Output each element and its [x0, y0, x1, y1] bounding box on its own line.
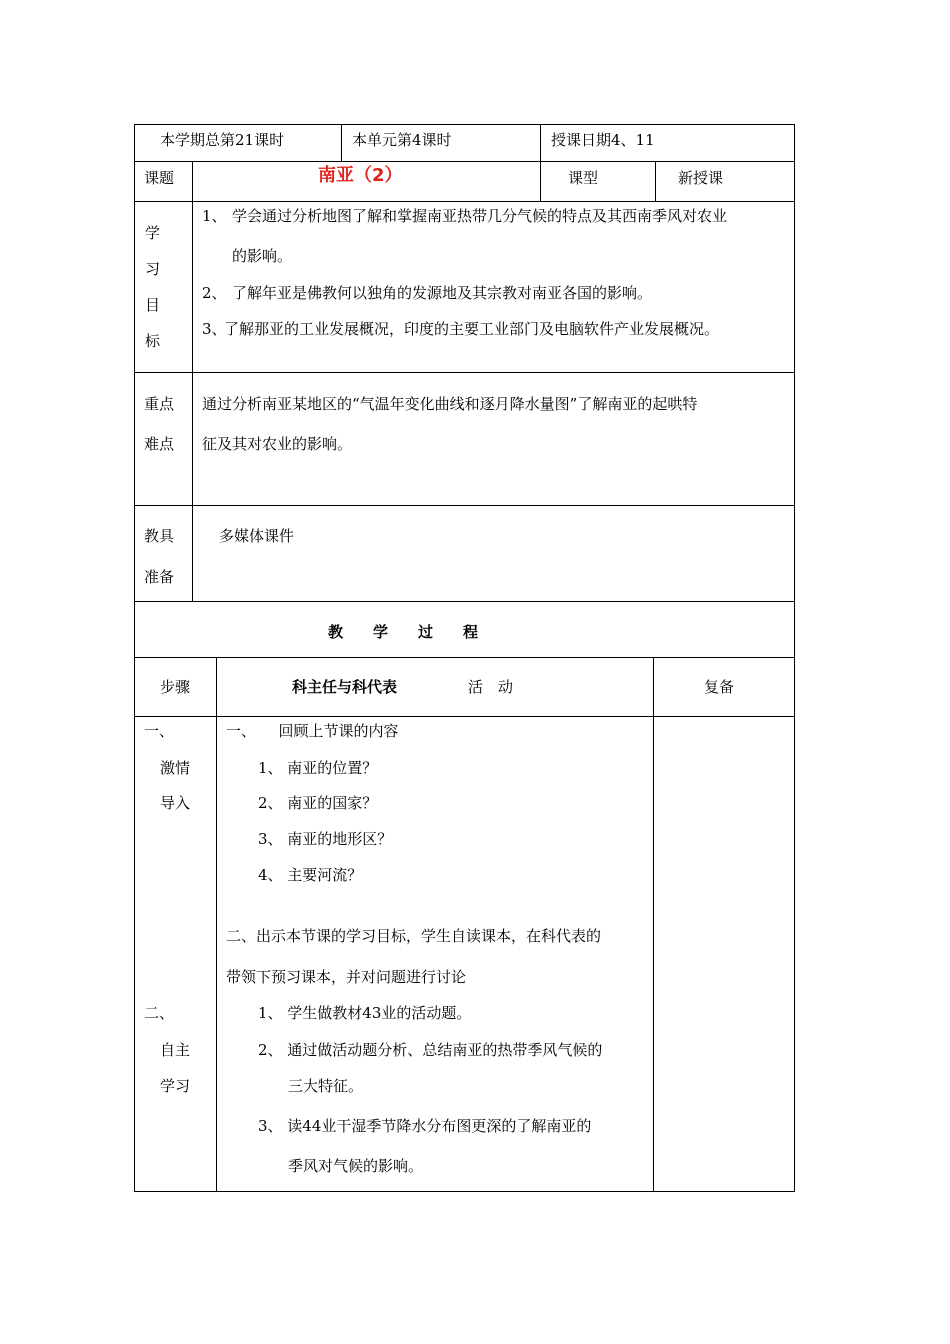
part2-task-continued: 三大特征。 [288, 1077, 364, 1095]
review-question: 1、 南亚的位置？ [258, 759, 378, 777]
row-divider-keypoints [134, 505, 795, 506]
part2-intro: 二、出示本节课的学习目标，学生自读课本，在科代表的 [226, 927, 602, 945]
step2-number: 二、 [144, 1004, 175, 1022]
review-column-divider [653, 657, 654, 1192]
row-divider-columns [134, 716, 795, 717]
key-points-text: 通过分析南亚某地区的“气温年变化曲线和逐月降水量图”了解南亚的起哄特 [202, 395, 698, 413]
objective-number: 1、 [202, 207, 227, 225]
part1-heading: 一、 回顾上节课的内容 [226, 722, 399, 740]
label-column-divider [192, 161, 193, 602]
header-divider-2 [540, 124, 541, 201]
step1-number: 一、 [144, 722, 175, 740]
tools-label: 教具 [144, 527, 175, 545]
objective-number: 3、 [202, 320, 227, 338]
unit-lesson-count: 本单元第4课时 [352, 131, 452, 149]
header-divider-1 [341, 124, 342, 161]
step-column-divider [216, 657, 217, 1192]
objective-text: 了解那亚的工业发展概况，印度的主要工业部门及电脑软件产业发展概况。 [224, 320, 720, 338]
objectives-label-char: 标 [145, 332, 161, 350]
lesson-title: 南亚（2） [318, 165, 403, 186]
key-points-text-continued: 征及其对农业的影响。 [202, 435, 353, 453]
table-border-left [134, 124, 135, 1192]
objective-text: 了解年亚是佛教何以独角的发源地及其宗教对南亚各国的影响。 [232, 284, 653, 302]
objectives-label-char: 学 [145, 224, 161, 242]
col-step-header: 步骤 [160, 678, 191, 696]
table-border-bottom [134, 1191, 795, 1192]
key-points-label: 重点 [144, 395, 175, 413]
tools-value: 多媒体课件 [219, 527, 295, 545]
difficulty-label: 难点 [144, 435, 175, 453]
total-lesson-count: 本学期总第21课时 [160, 131, 285, 149]
objectives-label-char: 目 [145, 296, 161, 314]
lesson-type-value: 新授课 [678, 169, 724, 187]
review-question: 2、 南亚的国家？ [258, 794, 378, 812]
tools-label-continued: 准备 [144, 568, 175, 586]
process-heading: 教 学 过 程 [328, 623, 479, 641]
row-divider-topic [134, 201, 795, 202]
row-divider-header [134, 161, 795, 162]
table-border-right [794, 124, 795, 1192]
topic-label: 课题 [144, 169, 175, 187]
part2-task: 3、 读44业干湿季节降水分布图更深的了解南亚的 [258, 1117, 592, 1135]
review-question: 3、 南亚的地形区？ [258, 830, 393, 848]
part2-task-continued: 季风对气候的影响。 [288, 1157, 424, 1175]
step2-name-continued: 学习 [160, 1077, 191, 1095]
topic-type-divider [655, 161, 656, 201]
row-divider-process-heading [134, 657, 795, 658]
step1-name: 激情 [160, 759, 191, 777]
col-activity-header: 活 动 [468, 678, 514, 696]
objective-text: 学会通过分析地图了解和掌握南亚热带几分气候的特点及其西南季风对农业 [232, 207, 728, 225]
objectives-label-char: 习 [145, 260, 161, 278]
col-main-header: 科主任与科代表 [292, 678, 398, 696]
row-divider-tools [134, 601, 795, 602]
objective-number: 2、 [202, 284, 227, 302]
col-review-header: 复备 [704, 678, 735, 696]
part2-intro-continued: 带领下预习课本，并对问题进行讨论 [226, 968, 467, 986]
objective-text-continued: 的影响。 [232, 247, 293, 265]
table-border-top [134, 124, 795, 125]
row-divider-objectives [134, 372, 795, 373]
part2-task: 2、 通过做活动题分析、总结南亚的热带季风气候的 [258, 1041, 603, 1059]
review-question: 4、 主要河流？ [258, 866, 363, 884]
lesson-type-label: 课型 [568, 169, 599, 187]
part2-task: 1、 学生做教材43业的活动题。 [258, 1004, 472, 1022]
lesson-date: 授课日期4、11 [551, 131, 655, 149]
step2-name: 自主 [160, 1041, 191, 1059]
step1-name-continued: 导入 [160, 794, 191, 812]
